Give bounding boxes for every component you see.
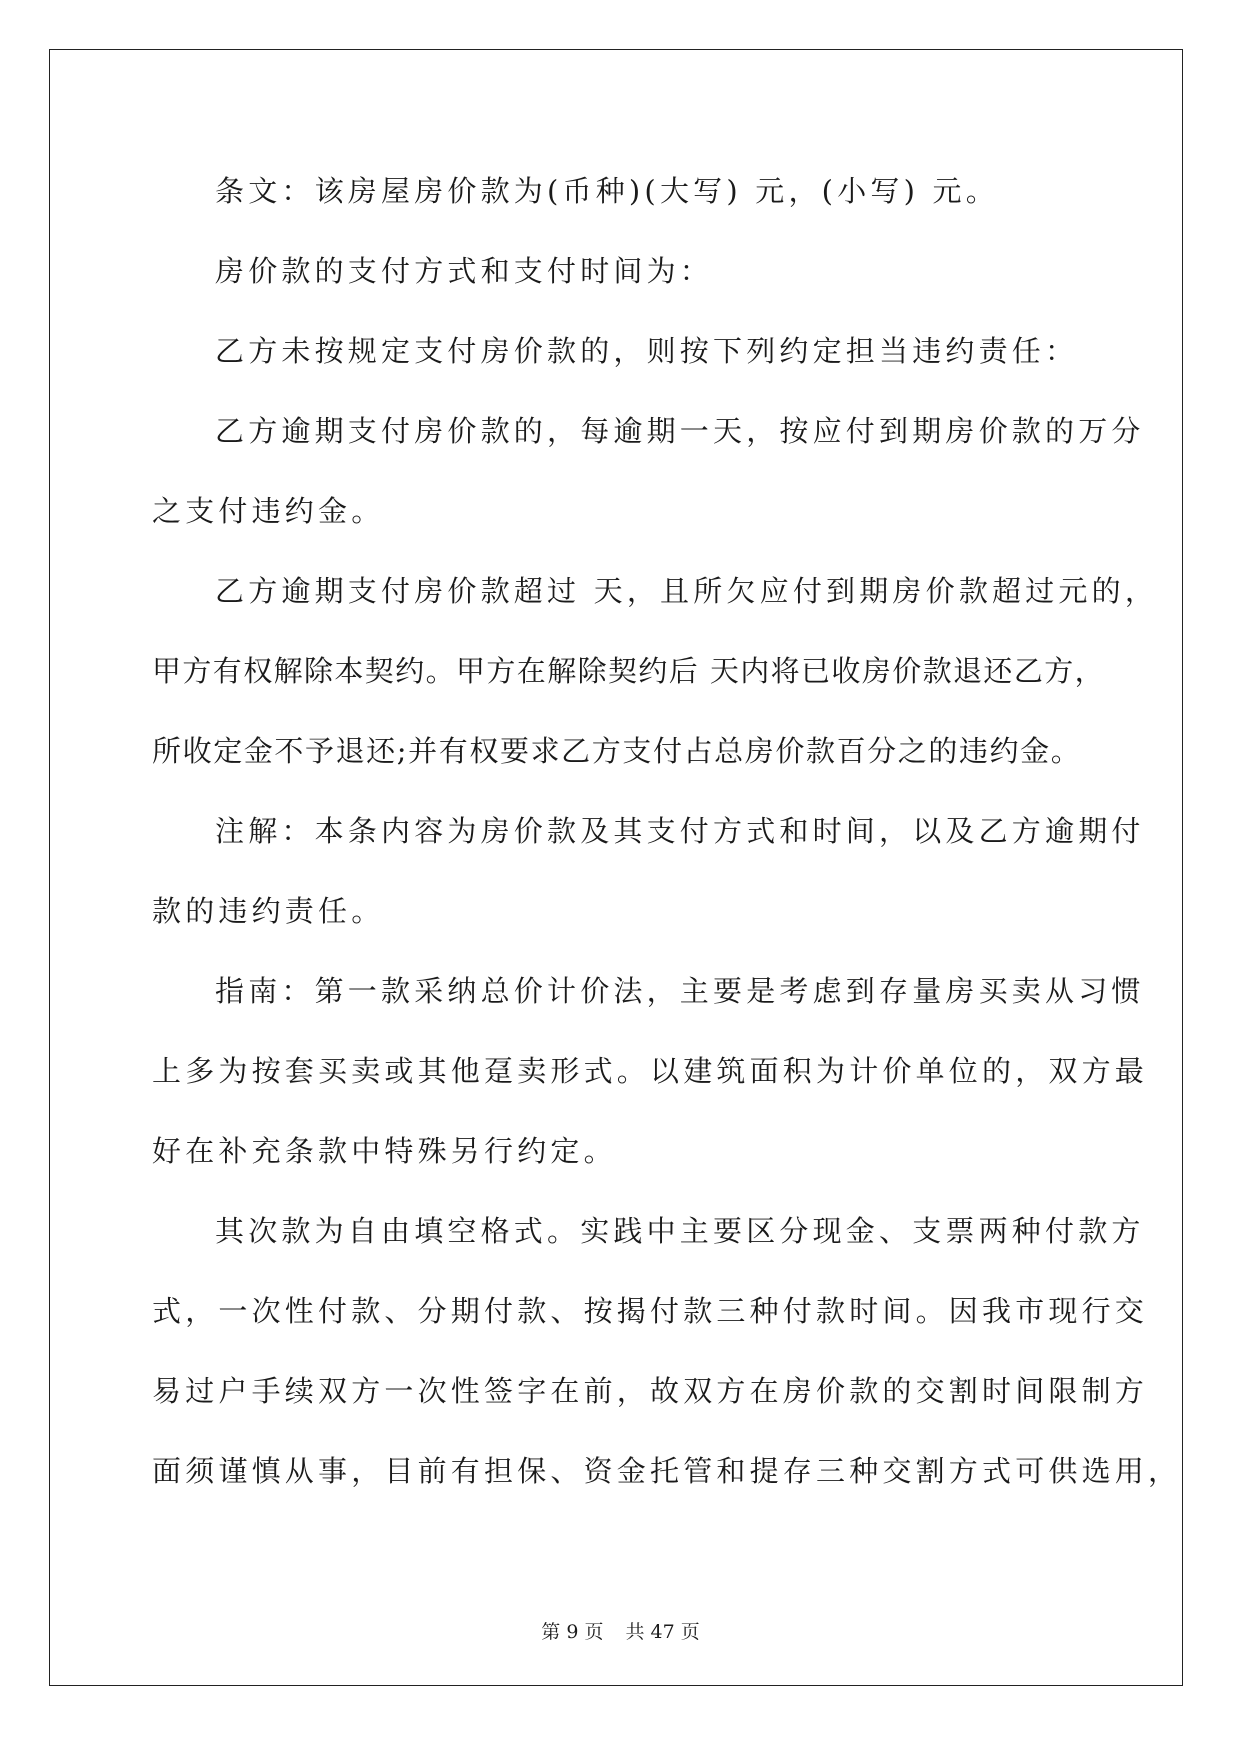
paragraph-line: 式，一次性付款、分期付款、按揭付款三种付款时间。因我市现行交 (152, 1294, 1149, 1328)
paragraph-line: 甲方有权解除本契约。甲方在解除契约后 天内将已收房价款退还乙方， (152, 654, 1106, 688)
paragraph-line: 指南：第一款采纳总价计价法，主要是考虑到存量房买卖从习惯 (215, 974, 1145, 1008)
paragraph-line: 注解：本条内容为房价款及其支付方式和时间，以及乙方逾期付 (215, 814, 1145, 848)
page-number: 第 9 页 (541, 1621, 604, 1643)
paragraph-line: 条文：该房屋房价款为(币种)(大写) 元，(小写) 元。 (215, 174, 999, 208)
paragraph-line: 之支付违约金。 (152, 494, 385, 528)
page-footer (0, 1620, 1241, 1644)
paragraph-line: 易过户手续双方一次性签字在前，故双方在房价款的交割时间限制方 (152, 1374, 1149, 1408)
paragraph-line: 其次款为自由填空格式。实践中主要区分现金、支票两种付款方 (215, 1214, 1145, 1248)
paragraph-line: 好在补充条款中特殊另行约定。 (152, 1134, 617, 1168)
paragraph-line: 所收定金不予退还;并有权要求乙方支付占总房价款百分之的违约金。 (152, 734, 1082, 768)
paragraph-line: 乙方逾期支付房价款的，每逾期一天，按应付到期房价款的万分 (215, 414, 1145, 448)
paragraph-line: 上多为按套买卖或其他趸卖形式。以建筑面积为计价单位的，双方最 (152, 1054, 1149, 1088)
page-total: 共 47 页 (625, 1621, 700, 1643)
paragraph-line: 乙方逾期支付房价款超过 天，且所欠应付到期房价款超过元的， (215, 574, 1159, 608)
paragraph-line: 乙方未按规定支付房价款的，则按下列约定担当违约责任： (215, 334, 1079, 368)
page-border (49, 49, 1183, 1686)
paragraph-line: 面须谨慎从事，目前有担保、资金托管和提存三种交割方式可供选用， (152, 1454, 1182, 1488)
paragraph-line: 房价款的支付方式和支付时间为： (215, 254, 714, 288)
paragraph-line: 款的违约责任。 (152, 894, 385, 928)
